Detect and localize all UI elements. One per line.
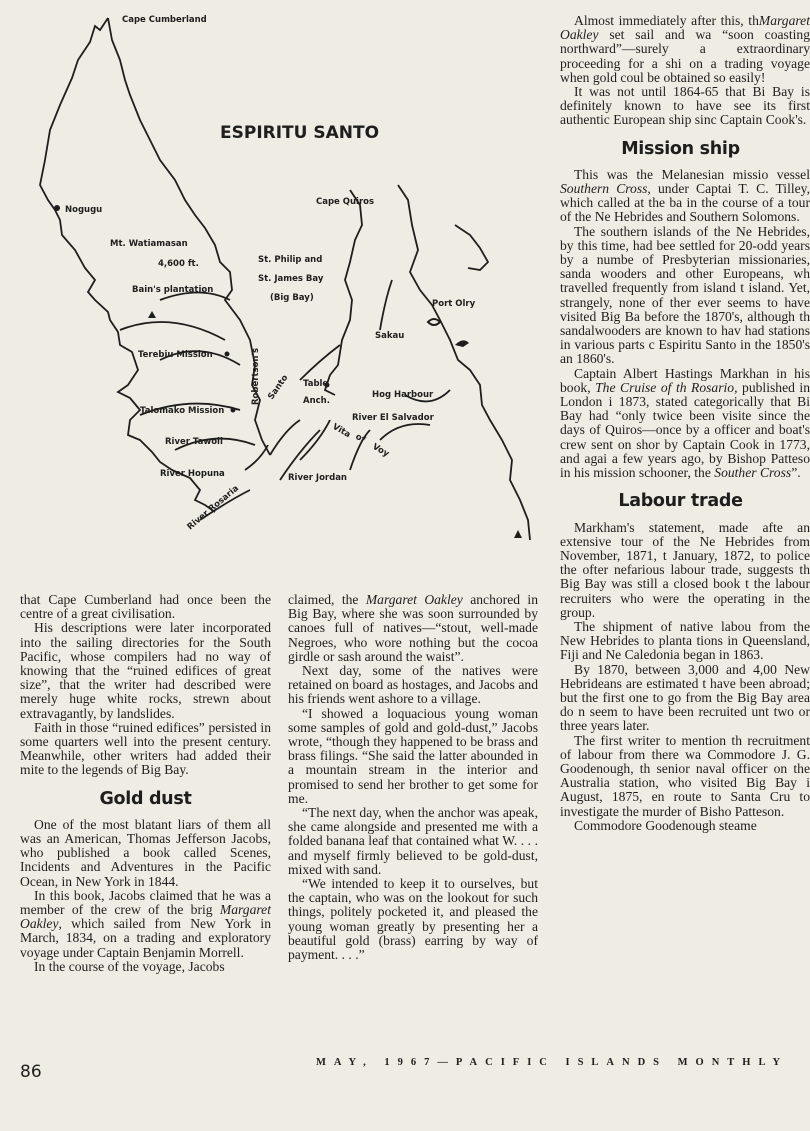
paragraph: Next day, some of the natives were retained on board as hostages, and Jacobs and his friends went ashore to a village.: [288, 663, 538, 707]
map-label-big-bay: (Big Bay): [270, 293, 314, 303]
section-heading-mission-ship: Mission ship: [621, 138, 740, 159]
map-label-river-tawoli: River Tawoli: [165, 437, 223, 447]
map-label-nogugu: Nogugu: [65, 205, 103, 215]
map-label-of: of: [353, 431, 367, 446]
section-heading-gold-dust: Gold dust: [99, 788, 192, 809]
map-label-talomako-mission: Talomako Mission: [140, 406, 225, 416]
espiritu-santo-map: [0, 0, 540, 585]
paragraph: In the course of the voyage, Jacobs: [34, 958, 225, 974]
paragraph: Captain Albert Hastings Markhan in his book, The Cruise of th Rosario, published in London i 1873, stated categorically that Bi Bay had “only twice been visite since the days of Quiros—once by a officer and boat's crew sent on shor by Captain Cook in 1773, and agai a few years ago, by Bishop Patteso in his mission schooner, the Souther Cross”.: [560, 365, 810, 481]
map-label-st-james: St. James Bay: [258, 274, 324, 284]
map-label-river-el-salvador: River El Salvador: [352, 413, 434, 423]
map-label-bains-plantation: Bain's plantation: [132, 285, 214, 295]
section-heading-labour-trade: Labour trade: [618, 491, 743, 512]
map-label-cape-quiros: Cape Quiros: [316, 197, 375, 207]
paragraph: that Cape Cumberland had once been the centre of a great civilisation.: [20, 592, 271, 622]
map-label-river-rosaria: River Rosaria: [185, 483, 241, 533]
paragraph: In this book, Jacobs claimed that he was a member of the crew of the brig Margaret Oakley, which sailed from New York in March, 1834, on a trading and exploratory voyage under Captain Benjamin Morrell.: [20, 887, 271, 960]
map-title: ESPIRITU SANTO: [220, 123, 380, 143]
map-label-robertsons: Robertson's: [251, 347, 261, 405]
map-label-table: Table: [303, 379, 329, 389]
paragraph: By 1870, between 3,000 and 4,00 New Hebrideans are estimated t have been abroad; but the first one to go from the Big Bay area do n seem to have been recruited unt two or three years later.: [560, 661, 810, 734]
paragraph: It was not until 1864-65 that Bi Bay is definitely known to have see its first authentic European ship sinc Captain Cook's.: [560, 84, 810, 128]
map-label-cape-cumberland: Cape Cumberland: [122, 15, 207, 25]
paragraph: His descriptions were later incorporated into the sailing directories for the South Pacific, whose compilers had no way of knowing that the “ruined edifices of great size”, that the writer had described were merely huge white rocks, strewn about extravagantly, by landslides.: [20, 620, 271, 721]
paragraph: The shipment of native labou from the New Hebrides to planta tions in Queensland, Fiji and Ne Caledonia began in 1863.: [560, 618, 810, 663]
map-label-river-hopuna: River Hopuna: [160, 469, 225, 479]
article-column-2: [288, 593, 538, 962]
paragraph: “The next day, when the anchor was apeak, she came alongside and presented me with a folded banana leaf that contained what W. . . . and myself firmly believed to be gold-dust, mixed with sand.: [288, 805, 538, 877]
paragraph: Markham's statement, made afte an extensive tour of the Ne Hebrides from November, 1871, t January, 1872, to police the ofter nefarious labour trade, suggests th Big Bay was still a closed book t the labour recruiters who were the operating in the group.: [560, 519, 810, 620]
map-label-height: 4,600 ft.: [158, 259, 199, 269]
map-label-hog-harbour: Hog Harbour: [372, 390, 434, 400]
map-svg: [0, 0, 540, 585]
map-label-sakau: Sakau: [375, 331, 405, 341]
mountain-triangle-icon: [148, 311, 156, 318]
article-column-1: [20, 593, 271, 974]
paragraph: Almost immediately after this, thMargaret Oakley set sail and wa “soon coasting northward”—surely a extraordinary proceeding for a shi on a trading voyage when gold coul be obtained so easily!: [560, 13, 810, 85]
map-label-terebiu-mission: Terebiu Mission: [138, 350, 213, 360]
paragraph: The southern islands of the Ne Hebrides, by this time, had bee settled for 20-odd years by a numbe of Presbyterian missionaries, sanda wooders and other Europeans, wh travelled frequently from island t island. Yet, strangely, none of ther ever seems to have visited Big Ba before the 1870's, although th sandalwooders are known to hav had stations in various parts c Espiritu Santo in the 1850's an 1860's.: [560, 223, 810, 367]
paragraph: claimed, the Margaret Oakley anchored in Big Bay, where she was soon surrounded by canoes full of natives—“stout, well-made Negroes, who wore nothing but the cocoa girdle or sash around the waist”.: [288, 592, 538, 664]
paragraph: “We intended to keep it to ourselves, but the captain, who was on the lookout for such things, politely pocketed it, and pleased the young woman greatly by presenting her a beautiful gold (brass) earring by way of payment. . . .”: [288, 876, 538, 963]
map-label-santo: Santo: [266, 373, 291, 402]
article-column-3: [560, 13, 810, 833]
paragraph: Faith in those “ruined edifices” persisted in some quarters well into the present century. Meanwhile, other writers had added their mite to the legends of Big Bay.: [20, 719, 271, 778]
paragraph: The first writer to mention th recruitment of labour from there wa Commodore J. G. Goodenough, th senior naval officer on the Australia station, who visited Big Bay i August, 1875, en route to Santa Cru to investigate the murder of Bisho Patteson.: [560, 732, 810, 819]
paragraph: “I showed a loquacious young woman some samples of gold and gold-dust,” Jacobs wrote, “though they happened to be brass and brass filings. “She said the latter abounded in a mountain stream in the interior and promised to send her brother to get some for me.: [288, 705, 538, 806]
paragraph: One of the most blatant liars of them all was an American, Thomas Jefferson Jacobs, who published a book called Scenes, Incidents and Adventures in the Pacific Ocean, in New York in 1844.: [20, 816, 271, 889]
paragraph: Commodore Goodenough steame: [574, 817, 757, 833]
map-label-voy: Voy: [370, 441, 391, 460]
map-label-anch: Anch.: [303, 396, 330, 406]
map-label-mt-watiamasan: Mt. Watiamasan: [110, 239, 188, 249]
map-label-port-olry: Port Olry: [432, 299, 476, 309]
map-label-vita: Vita: [330, 421, 353, 441]
page-number: 86: [20, 1062, 42, 1082]
paragraph: This was the Melanesian missio vessel Southern Cross, under Captai T. C. Tilley, which called at the ba in the course of a tour of the Ne Hebrides and Southern Solomons.: [560, 166, 810, 225]
map-label-river-jordan: River Jordan: [288, 473, 347, 483]
running-footer: MAY, 1967—PACIFIC ISLANDS MONTHLY: [316, 1057, 789, 1068]
map-label-st-philip: St. Philip and: [258, 255, 323, 265]
